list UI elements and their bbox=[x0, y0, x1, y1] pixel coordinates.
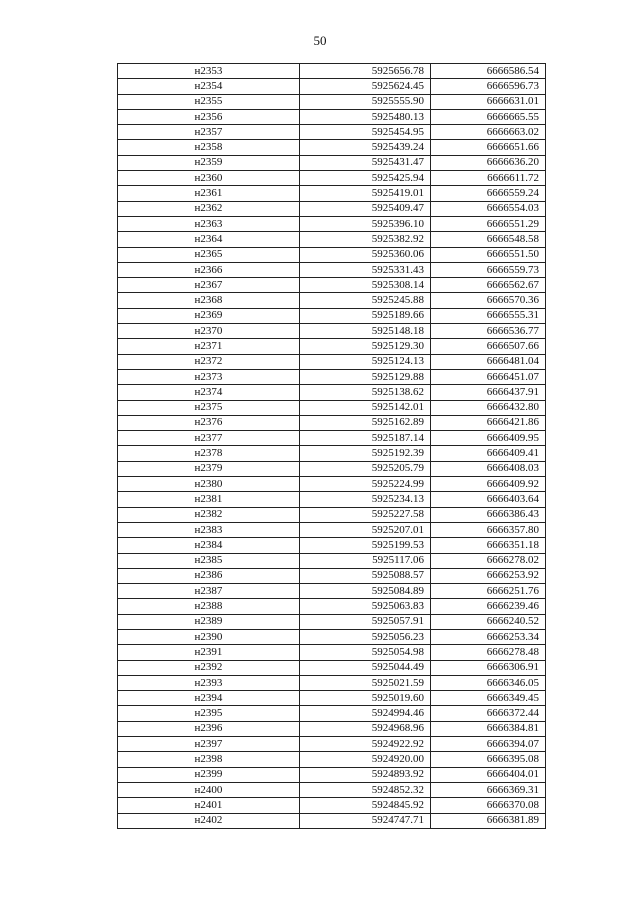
point-id-cell: н2393 bbox=[118, 675, 300, 690]
x-coordinate-cell: 5925129.88 bbox=[300, 369, 431, 384]
table-row bbox=[118, 629, 546, 644]
point-id-cell: н2368 bbox=[118, 293, 300, 308]
x-coordinate-cell: 5925129.30 bbox=[300, 339, 431, 354]
y-coordinate-cell: 6666554.03 bbox=[431, 201, 546, 216]
x-coordinate-cell: 5925425.94 bbox=[300, 171, 431, 186]
y-coordinate-cell: 6666548.58 bbox=[431, 232, 546, 247]
x-coordinate-cell: 5925162.89 bbox=[300, 415, 431, 430]
table-row bbox=[118, 492, 546, 507]
table-row bbox=[118, 400, 546, 415]
x-coordinate-cell: 5925142.01 bbox=[300, 400, 431, 415]
point-id-cell: н2378 bbox=[118, 446, 300, 461]
point-id-cell: н2400 bbox=[118, 782, 300, 797]
y-coordinate-cell: 6666349.45 bbox=[431, 691, 546, 706]
table-row bbox=[118, 171, 546, 186]
table-row bbox=[118, 431, 546, 446]
table-row bbox=[118, 64, 546, 79]
point-id-cell: н2353 bbox=[118, 64, 300, 79]
table-row bbox=[118, 599, 546, 614]
y-coordinate-cell: 6666451.07 bbox=[431, 369, 546, 384]
x-coordinate-cell: 5924922.92 bbox=[300, 737, 431, 752]
table-row bbox=[118, 278, 546, 293]
x-coordinate-cell: 5925396.10 bbox=[300, 216, 431, 231]
y-coordinate-cell: 6666372.44 bbox=[431, 706, 546, 721]
point-id-cell: н2369 bbox=[118, 308, 300, 323]
point-id-cell: н2381 bbox=[118, 492, 300, 507]
x-coordinate-cell: 5925192.39 bbox=[300, 446, 431, 461]
point-id-cell: н2382 bbox=[118, 507, 300, 522]
y-coordinate-cell: 6666437.91 bbox=[431, 385, 546, 400]
x-coordinate-cell: 5925360.06 bbox=[300, 247, 431, 262]
table-row bbox=[118, 339, 546, 354]
point-id-cell: н2364 bbox=[118, 232, 300, 247]
table-row bbox=[118, 446, 546, 461]
point-id-cell: н2383 bbox=[118, 522, 300, 537]
y-coordinate-cell: 6666386.43 bbox=[431, 507, 546, 522]
point-id-cell: н2392 bbox=[118, 660, 300, 675]
y-coordinate-cell: 6666636.20 bbox=[431, 155, 546, 170]
point-id-cell: н2357 bbox=[118, 125, 300, 140]
x-coordinate-cell: 5925224.99 bbox=[300, 477, 431, 492]
table-row bbox=[118, 813, 546, 828]
point-id-cell: н2401 bbox=[118, 798, 300, 813]
table-row bbox=[118, 737, 546, 752]
point-id-cell: н2380 bbox=[118, 477, 300, 492]
x-coordinate-cell: 5925431.47 bbox=[300, 155, 431, 170]
y-coordinate-cell: 6666384.81 bbox=[431, 721, 546, 736]
table-row bbox=[118, 385, 546, 400]
point-id-cell: н2395 bbox=[118, 706, 300, 721]
table-row bbox=[118, 691, 546, 706]
table-row bbox=[118, 614, 546, 629]
point-id-cell: н2390 bbox=[118, 629, 300, 644]
point-id-cell: н2360 bbox=[118, 171, 300, 186]
point-id-cell: н2386 bbox=[118, 568, 300, 583]
y-coordinate-cell: 6666403.64 bbox=[431, 492, 546, 507]
y-coordinate-cell: 6666253.34 bbox=[431, 629, 546, 644]
point-id-cell: н2388 bbox=[118, 599, 300, 614]
point-id-cell: н2399 bbox=[118, 767, 300, 782]
x-coordinate-cell: 5925148.18 bbox=[300, 324, 431, 339]
coordinates-table bbox=[117, 63, 546, 829]
point-id-cell: н2387 bbox=[118, 584, 300, 599]
y-coordinate-cell: 6666253.92 bbox=[431, 568, 546, 583]
table-row bbox=[118, 584, 546, 599]
table-row bbox=[118, 522, 546, 537]
point-id-cell: н2391 bbox=[118, 645, 300, 660]
y-coordinate-cell: 6666381.89 bbox=[431, 813, 546, 828]
table-row bbox=[118, 645, 546, 660]
x-coordinate-cell: 5924893.92 bbox=[300, 767, 431, 782]
table-row bbox=[118, 308, 546, 323]
point-id-cell: н2397 bbox=[118, 737, 300, 752]
table-row bbox=[118, 293, 546, 308]
y-coordinate-cell: 6666570.36 bbox=[431, 293, 546, 308]
x-coordinate-cell: 5924968.96 bbox=[300, 721, 431, 736]
point-id-cell: н2372 bbox=[118, 354, 300, 369]
x-coordinate-cell: 5924747.71 bbox=[300, 813, 431, 828]
table-row bbox=[118, 109, 546, 124]
table-row bbox=[118, 216, 546, 231]
y-coordinate-cell: 6666239.46 bbox=[431, 599, 546, 614]
x-coordinate-cell: 5925656.78 bbox=[300, 64, 431, 79]
x-coordinate-cell: 5925308.14 bbox=[300, 278, 431, 293]
y-coordinate-cell: 6666421.86 bbox=[431, 415, 546, 430]
table-row bbox=[118, 706, 546, 721]
table-row bbox=[118, 354, 546, 369]
y-coordinate-cell: 6666536.77 bbox=[431, 324, 546, 339]
y-coordinate-cell: 6666370.08 bbox=[431, 798, 546, 813]
point-id-cell: н2379 bbox=[118, 461, 300, 476]
table-row bbox=[118, 232, 546, 247]
point-id-cell: н2376 bbox=[118, 415, 300, 430]
table-row bbox=[118, 568, 546, 583]
point-id-cell: н2385 bbox=[118, 553, 300, 568]
x-coordinate-cell: 5925084.89 bbox=[300, 584, 431, 599]
point-id-cell: н2358 bbox=[118, 140, 300, 155]
y-coordinate-cell: 6666665.55 bbox=[431, 109, 546, 124]
y-coordinate-cell: 6666559.73 bbox=[431, 262, 546, 277]
y-coordinate-cell: 6666346.05 bbox=[431, 675, 546, 690]
x-coordinate-cell: 5925117.06 bbox=[300, 553, 431, 568]
y-coordinate-cell: 6666562.67 bbox=[431, 278, 546, 293]
page-number: 50 bbox=[313, 33, 327, 48]
y-coordinate-cell: 6666409.41 bbox=[431, 446, 546, 461]
point-id-cell: н2394 bbox=[118, 691, 300, 706]
y-coordinate-cell: 6666369.31 bbox=[431, 782, 546, 797]
table-row bbox=[118, 660, 546, 675]
table-row bbox=[118, 752, 546, 767]
y-coordinate-cell: 6666408.03 bbox=[431, 461, 546, 476]
point-id-cell: н2354 bbox=[118, 79, 300, 94]
coordinates-table-body bbox=[118, 64, 546, 829]
x-coordinate-cell: 5925189.66 bbox=[300, 308, 431, 323]
point-id-cell: н2363 bbox=[118, 216, 300, 231]
y-coordinate-cell: 6666586.54 bbox=[431, 64, 546, 79]
y-coordinate-cell: 6666404.01 bbox=[431, 767, 546, 782]
table-row bbox=[118, 415, 546, 430]
x-coordinate-cell: 5924845.92 bbox=[300, 798, 431, 813]
point-id-cell: н2366 bbox=[118, 262, 300, 277]
table-row bbox=[118, 186, 546, 201]
table-row bbox=[118, 94, 546, 109]
table-row bbox=[118, 201, 546, 216]
x-coordinate-cell: 5925331.43 bbox=[300, 262, 431, 277]
point-id-cell: н2373 bbox=[118, 369, 300, 384]
point-id-cell: н2398 bbox=[118, 752, 300, 767]
y-coordinate-cell: 6666596.73 bbox=[431, 79, 546, 94]
point-id-cell: н2355 bbox=[118, 94, 300, 109]
y-coordinate-cell: 6666551.29 bbox=[431, 216, 546, 231]
x-coordinate-cell: 5925382.92 bbox=[300, 232, 431, 247]
y-coordinate-cell: 6666409.95 bbox=[431, 431, 546, 446]
table-row bbox=[118, 247, 546, 262]
x-coordinate-cell: 5925409.47 bbox=[300, 201, 431, 216]
point-id-cell: н2371 bbox=[118, 339, 300, 354]
y-coordinate-cell: 6666395.08 bbox=[431, 752, 546, 767]
table-row bbox=[118, 507, 546, 522]
point-id-cell: н2374 bbox=[118, 385, 300, 400]
y-coordinate-cell: 6666306.91 bbox=[431, 660, 546, 675]
y-coordinate-cell: 6666357.80 bbox=[431, 522, 546, 537]
x-coordinate-cell: 5925021.59 bbox=[300, 675, 431, 690]
x-coordinate-cell: 5925054.98 bbox=[300, 645, 431, 660]
x-coordinate-cell: 5925056.23 bbox=[300, 629, 431, 644]
y-coordinate-cell: 6666507.66 bbox=[431, 339, 546, 354]
table-row bbox=[118, 782, 546, 797]
y-coordinate-cell: 6666409.92 bbox=[431, 477, 546, 492]
x-coordinate-cell: 5925063.83 bbox=[300, 599, 431, 614]
x-coordinate-cell: 5925419.01 bbox=[300, 186, 431, 201]
table-row bbox=[118, 262, 546, 277]
x-coordinate-cell: 5924994.46 bbox=[300, 706, 431, 721]
point-id-cell: н2362 bbox=[118, 201, 300, 216]
x-coordinate-cell: 5925138.62 bbox=[300, 385, 431, 400]
x-coordinate-cell: 5925439.24 bbox=[300, 140, 431, 155]
table-row bbox=[118, 79, 546, 94]
table-row bbox=[118, 538, 546, 553]
x-coordinate-cell: 5925124.13 bbox=[300, 354, 431, 369]
table-row bbox=[118, 553, 546, 568]
point-id-cell: н2377 bbox=[118, 431, 300, 446]
y-coordinate-cell: 6666631.01 bbox=[431, 94, 546, 109]
x-coordinate-cell: 5925044.49 bbox=[300, 660, 431, 675]
table-row bbox=[118, 461, 546, 476]
table-row bbox=[118, 798, 546, 813]
y-coordinate-cell: 6666651.66 bbox=[431, 140, 546, 155]
x-coordinate-cell: 5925187.14 bbox=[300, 431, 431, 446]
x-coordinate-cell: 5925624.45 bbox=[300, 79, 431, 94]
table-row bbox=[118, 767, 546, 782]
y-coordinate-cell: 6666663.02 bbox=[431, 125, 546, 140]
point-id-cell: н2384 bbox=[118, 538, 300, 553]
x-coordinate-cell: 5925088.57 bbox=[300, 568, 431, 583]
x-coordinate-cell: 5925207.01 bbox=[300, 522, 431, 537]
point-id-cell: н2367 bbox=[118, 278, 300, 293]
table-row bbox=[118, 140, 546, 155]
point-id-cell: н2370 bbox=[118, 324, 300, 339]
point-id-cell: н2375 bbox=[118, 400, 300, 415]
y-coordinate-cell: 6666251.76 bbox=[431, 584, 546, 599]
y-coordinate-cell: 6666551.50 bbox=[431, 247, 546, 262]
x-coordinate-cell: 5925199.53 bbox=[300, 538, 431, 553]
table-row bbox=[118, 155, 546, 170]
y-coordinate-cell: 6666351.18 bbox=[431, 538, 546, 553]
y-coordinate-cell: 6666278.48 bbox=[431, 645, 546, 660]
table-row bbox=[118, 125, 546, 140]
x-coordinate-cell: 5925234.13 bbox=[300, 492, 431, 507]
y-coordinate-cell: 6666481.04 bbox=[431, 354, 546, 369]
point-id-cell: н2402 bbox=[118, 813, 300, 828]
x-coordinate-cell: 5925555.90 bbox=[300, 94, 431, 109]
table-row bbox=[118, 369, 546, 384]
x-coordinate-cell: 5925245.88 bbox=[300, 293, 431, 308]
table-row bbox=[118, 324, 546, 339]
x-coordinate-cell: 5925205.79 bbox=[300, 461, 431, 476]
table-row bbox=[118, 721, 546, 736]
point-id-cell: н2396 bbox=[118, 721, 300, 736]
y-coordinate-cell: 6666278.02 bbox=[431, 553, 546, 568]
table-row bbox=[118, 675, 546, 690]
x-coordinate-cell: 5925019.60 bbox=[300, 691, 431, 706]
point-id-cell: н2389 bbox=[118, 614, 300, 629]
x-coordinate-cell: 5925227.58 bbox=[300, 507, 431, 522]
table-row bbox=[118, 477, 546, 492]
x-coordinate-cell: 5924852.32 bbox=[300, 782, 431, 797]
x-coordinate-cell: 5925057.91 bbox=[300, 614, 431, 629]
y-coordinate-cell: 6666611.72 bbox=[431, 171, 546, 186]
x-coordinate-cell: 5925454.95 bbox=[300, 125, 431, 140]
point-id-cell: н2356 bbox=[118, 109, 300, 124]
y-coordinate-cell: 6666240.52 bbox=[431, 614, 546, 629]
y-coordinate-cell: 6666559.24 bbox=[431, 186, 546, 201]
point-id-cell: н2365 bbox=[118, 247, 300, 262]
x-coordinate-cell: 5924920.00 bbox=[300, 752, 431, 767]
x-coordinate-cell: 5925480.13 bbox=[300, 109, 431, 124]
y-coordinate-cell: 6666394.07 bbox=[431, 737, 546, 752]
y-coordinate-cell: 6666432.80 bbox=[431, 400, 546, 415]
point-id-cell: н2361 bbox=[118, 186, 300, 201]
y-coordinate-cell: 6666555.31 bbox=[431, 308, 546, 323]
point-id-cell: н2359 bbox=[118, 155, 300, 170]
